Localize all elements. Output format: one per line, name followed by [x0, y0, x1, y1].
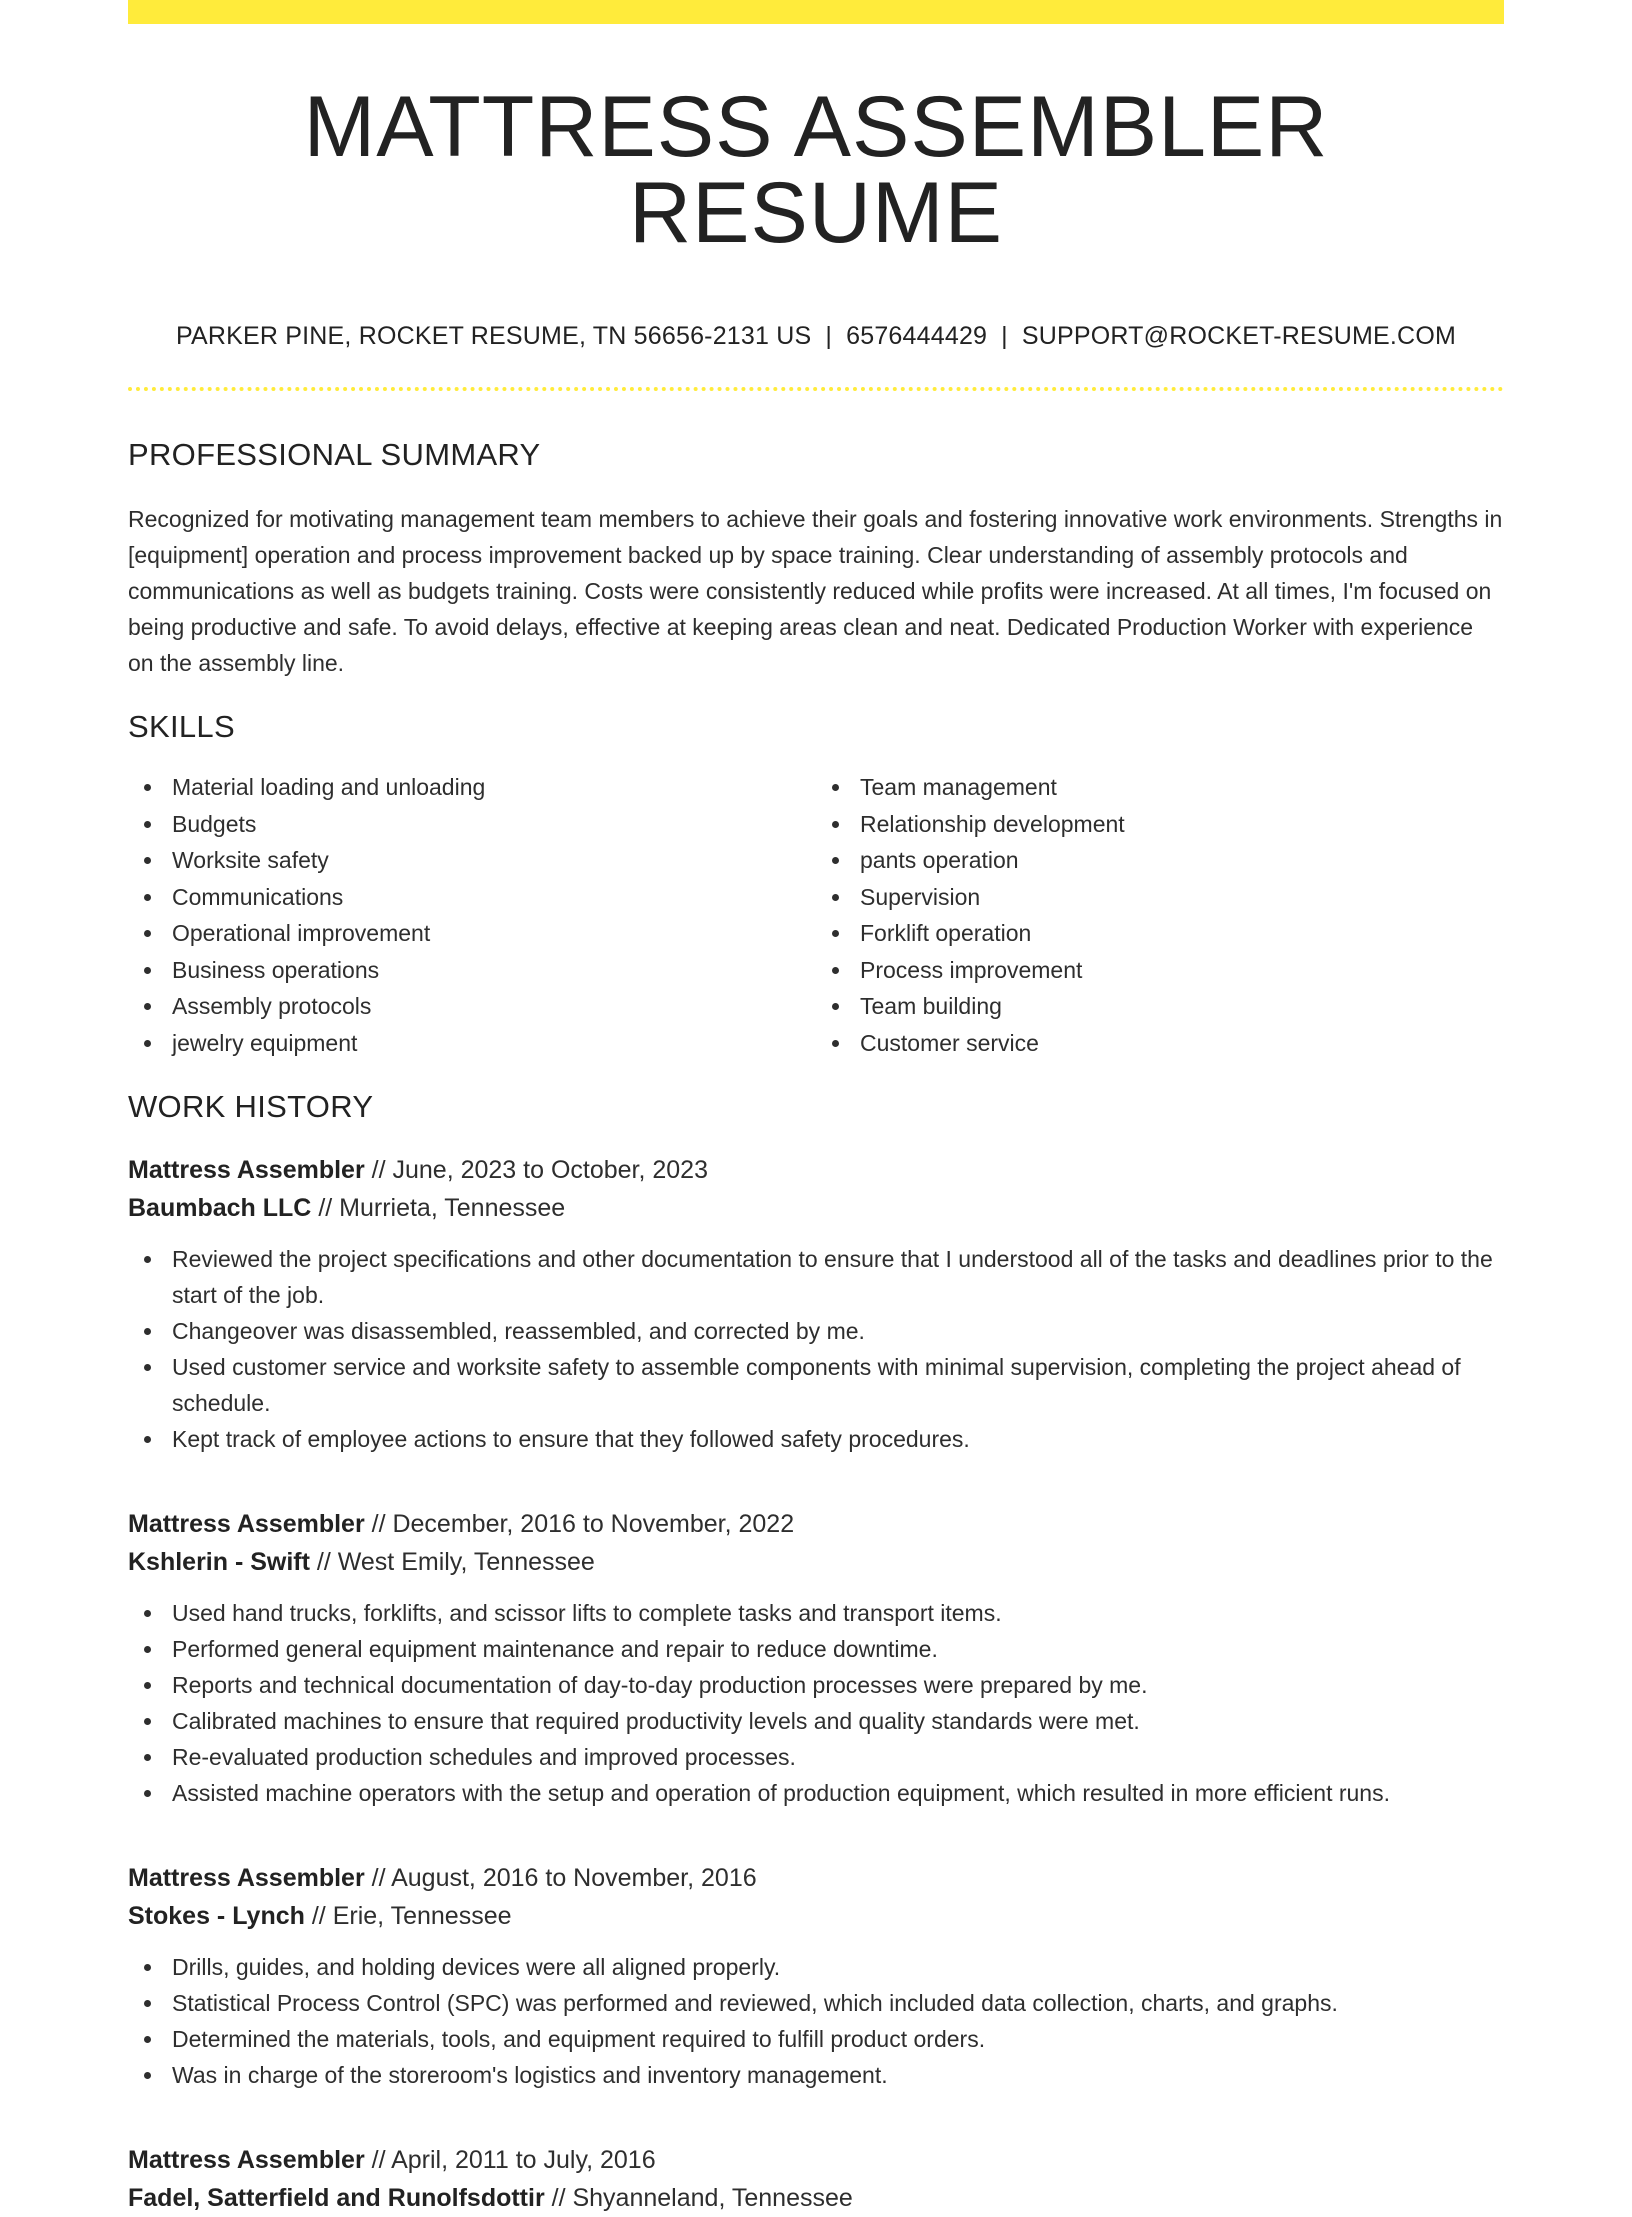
job-duties — [128, 1949, 1504, 2093]
job-title: Mattress Assembler — [128, 1510, 365, 1538]
skill-item: Worksite safety — [128, 842, 816, 878]
job-entry — [128, 1505, 1504, 1811]
job-entry — [128, 2141, 1504, 2217]
job-company: Stokes - Lynch — [128, 1902, 305, 1930]
job-duty-item: Drills, guides, and holding devices were all aligned properly. — [128, 1949, 1504, 1985]
skills-list-right — [816, 769, 1504, 1061]
resume-title: MATTRESS ASSEMBLER RESUME — [303, 79, 1329, 261]
job-duty-item: Was in charge of the storeroom's logistics and inventory management. — [128, 2057, 1504, 2093]
skill-item: Relationship development — [816, 806, 1504, 842]
skill-item: Material loading and unloading — [128, 769, 816, 805]
job-duties — [128, 1241, 1504, 1457]
contact-email: SUPPORT@ROCKET-RESUME.COM — [1021, 322, 1456, 350]
work-history-heading: WORK HISTORY — [128, 1089, 374, 1124]
skill-item: Operational improvement — [128, 915, 816, 951]
job-company-line — [128, 1543, 1504, 1581]
skill-item: Assembly protocols — [128, 988, 816, 1024]
job-company: Baumbach LLC — [128, 1194, 312, 1222]
job-duty-item: Re-evaluated production schedules and improved processes. — [128, 1739, 1504, 1775]
job-duty-item: Kept track of employee actions to ensure that they followed safety procedures. — [128, 1421, 1504, 1457]
accent-top-bar — [128, 0, 1504, 24]
job-entry — [128, 1151, 1504, 1457]
job-duty-item: Reports and technical documentation of day-to-day production processes were prepared by me. — [128, 1667, 1504, 1703]
job-location: // West Emily, Tennessee — [316, 1548, 595, 1576]
skill-item: Communications — [128, 879, 816, 915]
summary-text: Recognized for motivating management team members to achieve their goals and fostering innovative work environments. Strengths in [equipment] operation and process improvement backed up by space training. Clear understanding of assembly protocols and communications as well as budgets training. Costs were consistently reduced while profits were increased. At all times, I'm focused on being productive and safe. To avoid delays, effective at keeping areas clean and neat. Dedicated Production Worker with experience on the assembly line. — [128, 506, 1503, 676]
skill-item: Process improvement — [816, 952, 1504, 988]
job-title: Mattress Assembler — [128, 1156, 365, 1184]
job-title-line — [128, 1859, 1504, 1897]
job-company-line — [128, 1897, 1504, 1935]
job-duty-item: Determined the materials, tools, and equipment required to fulfill product orders. — [128, 2021, 1504, 2057]
skill-item: Supervision — [816, 879, 1504, 915]
job-list — [128, 1151, 1504, 2217]
job-title: Mattress Assembler — [128, 1864, 365, 1892]
contact-address: PARKER PINE, ROCKET RESUME, TN 56656-2131 US — [175, 322, 812, 350]
job-duty-item: Performed general equipment maintenance and repair to reduce downtime. — [128, 1631, 1504, 1667]
skill-item: Forklift operation — [816, 915, 1504, 951]
resume-page — [128, 0, 1504, 2217]
skill-item: Budgets — [128, 806, 816, 842]
skills-section — [128, 709, 1504, 1061]
job-duties — [128, 1595, 1504, 1811]
skills-columns — [128, 769, 1504, 1061]
job-company-line — [128, 2179, 1504, 2217]
job-company-line — [128, 1189, 1504, 1227]
job-duty-item: Used customer service and worksite safety to assemble components with minimal supervision, completing the project ahead of schedule. — [128, 1349, 1504, 1421]
contact-separator: | — [1001, 322, 1008, 350]
skill-item: Customer service — [816, 1025, 1504, 1061]
job-duty-item: Changeover was disassembled, reassembled, and corrected by me. — [128, 1313, 1504, 1349]
dotted-divider — [128, 387, 1504, 391]
job-location: // Erie, Tennessee — [311, 1902, 512, 1930]
job-location: // Shyanneland, Tennessee — [551, 2184, 853, 2212]
job-location: // Murrieta, Tennessee — [318, 1194, 566, 1222]
contact-separator: | — [825, 322, 833, 350]
job-duty-item: Statistical Process Control (SPC) was performed and reviewed, which included data collection, charts, and graphs. — [128, 1985, 1504, 2021]
skill-item: Team management — [816, 769, 1504, 805]
job-duty-item: Used hand trucks, forklifts, and scissor lifts to complete tasks and transport items. — [128, 1595, 1504, 1631]
job-dates: // June, 2023 to October, 2023 — [371, 1156, 708, 1184]
skills-list-left — [128, 769, 816, 1061]
job-company: Fadel, Satterfield and Runolfsdottir — [128, 2184, 545, 2212]
skill-item: pants operation — [816, 842, 1504, 878]
job-title-line — [128, 2141, 1504, 2179]
job-company: Kshlerin - Swift — [128, 1548, 310, 1576]
job-dates: // August, 2016 to November, 2016 — [371, 1864, 757, 1892]
contact-phone: 6576444429 — [846, 322, 988, 350]
summary-section — [128, 437, 1504, 681]
summary-heading: PROFESSIONAL SUMMARY — [128, 437, 541, 472]
skill-item: Team building — [816, 988, 1504, 1024]
work-history-section — [128, 1089, 1504, 2217]
job-duty-item: Calibrated machines to ensure that required productivity levels and quality standards were met. — [128, 1703, 1504, 1739]
job-duty-item: Assisted machine operators with the setup and operation of production equipment, which resulted in more efficient runs. — [128, 1775, 1504, 1811]
job-duty-item: Reviewed the project specifications and other documentation to ensure that I understood all of the tasks and deadlines prior to the start of the job. — [128, 1241, 1504, 1313]
job-title: Mattress Assembler — [128, 2146, 365, 2174]
job-entry — [128, 1859, 1504, 2093]
contact-line — [128, 322, 1504, 351]
skill-item: Business operations — [128, 952, 816, 988]
job-title-line — [128, 1151, 1504, 1189]
job-title-line — [128, 1505, 1504, 1543]
job-dates: // December, 2016 to November, 2022 — [371, 1510, 795, 1538]
skill-item: jewelry equipment — [128, 1025, 816, 1061]
job-dates: // April, 2011 to July, 2016 — [371, 2146, 656, 2174]
skills-heading: SKILLS — [128, 709, 235, 744]
